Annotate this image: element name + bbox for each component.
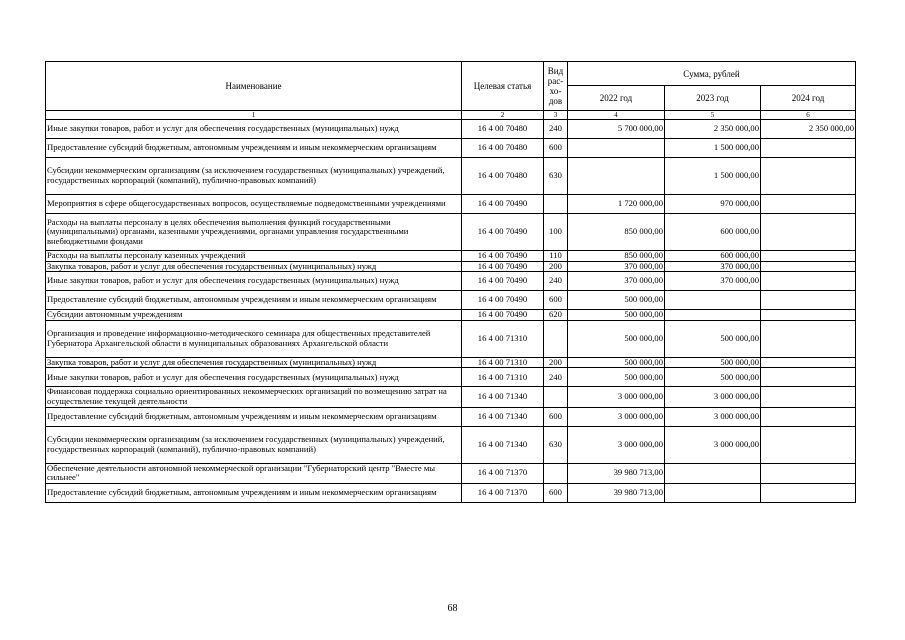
cell-type bbox=[544, 387, 568, 407]
cell-name: Предоставление субсидий бюджетным, автономным учреждениям и иным некоммерческим организациям bbox=[46, 483, 462, 502]
table-row bbox=[46, 426, 856, 463]
cell-y2022: 39 980 713,00 bbox=[568, 483, 665, 502]
table-row bbox=[46, 320, 856, 357]
cell-y2022: 500 000,00 bbox=[568, 357, 665, 368]
table-row bbox=[46, 272, 856, 291]
table-body bbox=[46, 120, 856, 503]
cell-y2023: 2 350 000,00 bbox=[665, 120, 761, 139]
cell-y2022: 850 000,00 bbox=[568, 251, 665, 262]
column-number-row bbox=[46, 111, 856, 120]
cell-y2022: 500 000,00 bbox=[568, 320, 665, 357]
cell-y2024 bbox=[761, 139, 856, 158]
cell-y2023: 1 500 000,00 bbox=[665, 158, 761, 195]
cell-y2022: 5 700 000,00 bbox=[568, 120, 665, 139]
table-row bbox=[46, 291, 856, 310]
table-row bbox=[46, 483, 856, 502]
column-number: 1 bbox=[46, 111, 462, 120]
cell-y2022: 500 000,00 bbox=[568, 368, 665, 387]
cell-y2023: 3 000 000,00 bbox=[665, 387, 761, 407]
cell-target: 16 4 00 70480 bbox=[462, 120, 544, 139]
cell-type: 240 bbox=[544, 368, 568, 387]
cell-name: Субсидии некоммерческим организациям (за исключением государственных (муниципальных) учреждений, государственных корпораций (компаний), публично-правовых компаний) bbox=[46, 158, 462, 195]
cell-y2023: 500 000,00 bbox=[665, 320, 761, 357]
cell-type: 100 bbox=[544, 214, 568, 251]
cell-target: 16 4 00 70490 bbox=[462, 310, 544, 321]
header-expense-type: Вид рас-хо-дов bbox=[544, 62, 568, 111]
cell-name: Предоставление субсидий бюджетным, автономным учреждениям и иным некоммерческим организациям bbox=[46, 407, 462, 426]
cell-target: 16 4 00 70490 bbox=[462, 251, 544, 262]
column-number: 2 bbox=[462, 111, 544, 120]
table-row bbox=[46, 310, 856, 321]
table-row bbox=[46, 120, 856, 139]
cell-y2023: 3 000 000,00 bbox=[665, 426, 761, 463]
table-row bbox=[46, 251, 856, 262]
cell-y2024 bbox=[761, 357, 856, 368]
header-year-2023: 2023 год bbox=[665, 86, 761, 111]
cell-type bbox=[544, 195, 568, 214]
cell-y2024 bbox=[761, 368, 856, 387]
cell-y2022: 3 000 000,00 bbox=[568, 426, 665, 463]
budget-document bbox=[45, 61, 855, 503]
cell-target: 16 4 00 71310 bbox=[462, 357, 544, 368]
cell-y2023 bbox=[665, 310, 761, 321]
cell-name: Мероприятия в сфере общегосударственных вопросов, осуществляемые подведомственными учреждениями bbox=[46, 195, 462, 214]
cell-name: Финансовая поддержка социально ориентированных некоммерческих организаций по возмещению затрат на осуществление текущей деятельности bbox=[46, 387, 462, 407]
cell-name: Закупка товаров, работ и услуг для обеспечения государственных (муниципальных) нужд bbox=[46, 357, 462, 368]
cell-y2023: 600 000,00 bbox=[665, 251, 761, 262]
header-target-article: Целевая статья bbox=[462, 62, 544, 111]
cell-y2022: 500 000,00 bbox=[568, 310, 665, 321]
cell-type: 600 bbox=[544, 407, 568, 426]
cell-type: 600 bbox=[544, 483, 568, 502]
cell-y2023: 500 000,00 bbox=[665, 368, 761, 387]
cell-y2022 bbox=[568, 158, 665, 195]
cell-target: 16 4 00 71370 bbox=[462, 483, 544, 502]
cell-target: 16 4 00 71340 bbox=[462, 387, 544, 407]
table-row bbox=[46, 463, 856, 483]
cell-target: 16 4 00 71310 bbox=[462, 320, 544, 357]
cell-y2022: 1 720 000,00 bbox=[568, 195, 665, 214]
cell-y2023: 970 000,00 bbox=[665, 195, 761, 214]
cell-y2023 bbox=[665, 291, 761, 310]
column-number: 5 bbox=[665, 111, 761, 120]
cell-y2023: 370 000,00 bbox=[665, 272, 761, 291]
cell-target: 16 4 00 71370 bbox=[462, 463, 544, 483]
cell-y2022: 39 980 713,00 bbox=[568, 463, 665, 483]
cell-y2024 bbox=[761, 320, 856, 357]
cell-y2022: 3 000 000,00 bbox=[568, 407, 665, 426]
header-sum: Сумма, рублей bbox=[568, 62, 856, 86]
cell-type: 600 bbox=[544, 139, 568, 158]
cell-y2024 bbox=[761, 463, 856, 483]
cell-type: 630 bbox=[544, 158, 568, 195]
cell-y2023: 3 000 000,00 bbox=[665, 407, 761, 426]
cell-y2024 bbox=[761, 261, 856, 272]
cell-y2024 bbox=[761, 483, 856, 502]
cell-name: Субсидии некоммерческим организациям (за исключением государственных (муниципальных) учреждений, государственных корпораций (компаний), публично-правовых компаний) bbox=[46, 426, 462, 463]
cell-y2024 bbox=[761, 310, 856, 321]
cell-y2024 bbox=[761, 272, 856, 291]
cell-type: 240 bbox=[544, 272, 568, 291]
cell-y2022 bbox=[568, 139, 665, 158]
cell-y2024 bbox=[761, 387, 856, 407]
cell-target: 16 4 00 70480 bbox=[462, 158, 544, 195]
cell-name: Закупка товаров, работ и услуг для обеспечения государственных (муниципальных) нужд bbox=[46, 261, 462, 272]
cell-y2022: 370 000,00 bbox=[568, 272, 665, 291]
column-number: 3 bbox=[544, 111, 568, 120]
cell-name: Иные закупки товаров, работ и услуг для обеспечения государственных (муниципальных) нужд bbox=[46, 368, 462, 387]
header-year-2022: 2022 год bbox=[568, 86, 665, 111]
cell-y2022: 500 000,00 bbox=[568, 291, 665, 310]
table-row bbox=[46, 407, 856, 426]
cell-y2022: 3 000 000,00 bbox=[568, 387, 665, 407]
cell-type: 600 bbox=[544, 291, 568, 310]
table-row bbox=[46, 195, 856, 214]
cell-name: Расходы на выплаты персоналу в целях обеспечения выполнения функций государственными (муниципальными) органами, казенными учреждениями, органами управления государственными внебюджетными фондами bbox=[46, 214, 462, 251]
header-name: Наименование bbox=[46, 62, 462, 111]
cell-target: 16 4 00 71340 bbox=[462, 426, 544, 463]
table-row bbox=[46, 368, 856, 387]
table-row bbox=[46, 357, 856, 368]
column-number: 4 bbox=[568, 111, 665, 120]
cell-name: Иные закупки товаров, работ и услуг для обеспечения государственных (муниципальных) нужд bbox=[46, 120, 462, 139]
budget-table bbox=[45, 61, 856, 503]
cell-y2024 bbox=[761, 426, 856, 463]
cell-y2024 bbox=[761, 214, 856, 251]
page-number: 68 bbox=[447, 603, 458, 614]
cell-target: 16 4 00 70480 bbox=[462, 139, 544, 158]
cell-y2023: 500 000,00 bbox=[665, 357, 761, 368]
table-row bbox=[46, 261, 856, 272]
cell-type: 200 bbox=[544, 357, 568, 368]
cell-target: 16 4 00 70490 bbox=[462, 261, 544, 272]
cell-name: Предоставление субсидий бюджетным, автономным учреждениям и иным некоммерческим организациям bbox=[46, 139, 462, 158]
cell-y2024 bbox=[761, 251, 856, 262]
column-number: 6 bbox=[761, 111, 856, 120]
cell-y2023: 600 000,00 bbox=[665, 214, 761, 251]
cell-type bbox=[544, 463, 568, 483]
cell-name: Субсидии автономным учреждениям bbox=[46, 310, 462, 321]
cell-type: 620 bbox=[544, 310, 568, 321]
cell-y2023: 1 500 000,00 bbox=[665, 139, 761, 158]
cell-y2022: 370 000,00 bbox=[568, 261, 665, 272]
cell-type: 630 bbox=[544, 426, 568, 463]
table-row bbox=[46, 139, 856, 158]
cell-y2024 bbox=[761, 407, 856, 426]
cell-type bbox=[544, 320, 568, 357]
header-year-2024: 2024 год bbox=[761, 86, 856, 111]
cell-type: 240 bbox=[544, 120, 568, 139]
cell-name: Предоставление субсидий бюджетным, автономным учреждениям и иным некоммерческим организациям bbox=[46, 291, 462, 310]
cell-y2024 bbox=[761, 158, 856, 195]
cell-y2024 bbox=[761, 291, 856, 310]
cell-y2023: 370 000,00 bbox=[665, 261, 761, 272]
cell-name: Расходы на выплаты персоналу казенных учреждений bbox=[46, 251, 462, 262]
cell-y2024: 2 350 000,00 bbox=[761, 120, 856, 139]
cell-target: 16 4 00 70490 bbox=[462, 195, 544, 214]
table-row bbox=[46, 158, 856, 195]
cell-target: 16 4 00 71340 bbox=[462, 407, 544, 426]
cell-y2023 bbox=[665, 483, 761, 502]
cell-y2022: 850 000,00 bbox=[568, 214, 665, 251]
cell-target: 16 4 00 70490 bbox=[462, 291, 544, 310]
cell-y2023 bbox=[665, 463, 761, 483]
cell-name: Обеспечение деятельности автономной некоммерческой организации "Губернаторский центр "Вместе мы сильнее" bbox=[46, 463, 462, 483]
cell-target: 16 4 00 70490 bbox=[462, 214, 544, 251]
cell-type: 110 bbox=[544, 251, 568, 262]
cell-type: 200 bbox=[544, 261, 568, 272]
table-row bbox=[46, 387, 856, 407]
cell-target: 16 4 00 71310 bbox=[462, 368, 544, 387]
cell-target: 16 4 00 70490 bbox=[462, 272, 544, 291]
cell-y2024 bbox=[761, 195, 856, 214]
cell-name: Иные закупки товаров, работ и услуг для обеспечения государственных (муниципальных) нужд bbox=[46, 272, 462, 291]
cell-name: Организация и проведение информационно-методического семинара для общественных представителей Губернатора Архангельской области в муниципальных образованиях Архангельской области bbox=[46, 320, 462, 357]
table-row bbox=[46, 214, 856, 251]
